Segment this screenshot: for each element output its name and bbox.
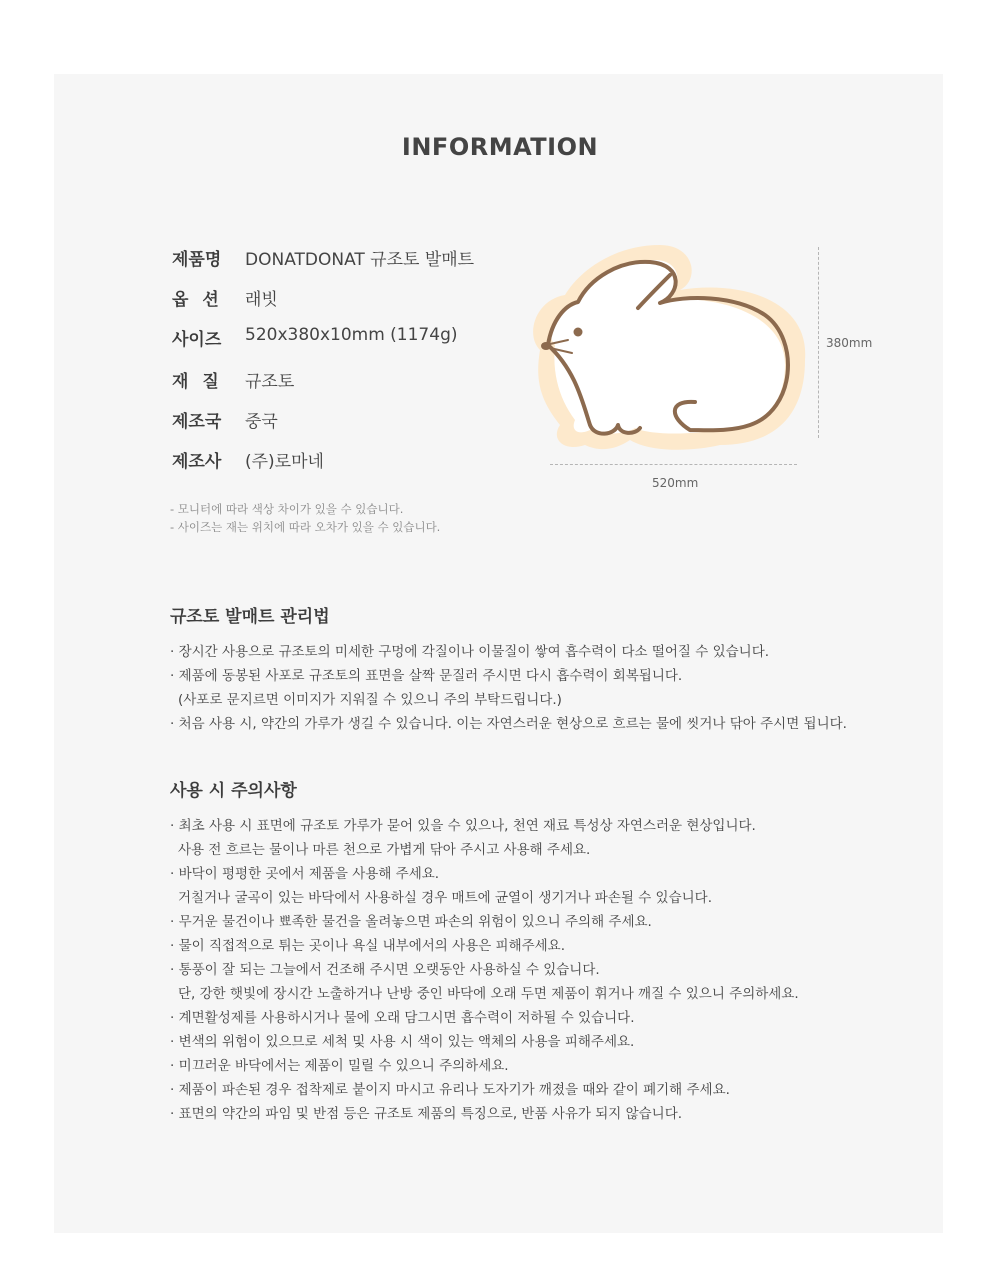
caution-line: · 물이 직접적으로 튀는 곳이나 욕실 내부에서의 사용은 피해주세요. [170, 938, 566, 954]
caution-line: · 미끄러운 바닥에서는 제품이 밀릴 수 있으니 주의하세요. [170, 1058, 509, 1074]
caution-line: 단, 강한 햇빛에 장시간 노출하거나 난방 중인 바닥에 오래 두면 제품이 휘거나 깨질 수 있으니 주의하세요. [178, 986, 799, 1002]
spec-value: (주)로마네 [245, 452, 324, 472]
spec-value: 래빗 [245, 290, 278, 310]
caution-line: · 변색의 위험이 있으므로 세척 및 사용 시 색이 있는 액체의 사용을 피해주세요. [170, 1034, 635, 1050]
width-dimension-line [550, 464, 797, 465]
care-line: · 제품에 동봉된 사포로 규조토의 표면을 살짝 문질러 주시면 다시 흡수력이 회복됩니다. [170, 668, 683, 684]
caution-line: 거칠거나 굴곡이 있는 바닥에서 사용하실 경우 매트에 균열이 생기거나 파손될 수 있습니다. [178, 890, 713, 906]
caution-line: · 바닥이 평평한 곳에서 제품을 사용해 주세요. [170, 866, 440, 882]
caution-line: · 통풍이 잘 되는 그늘에서 건조해 주시면 오랫동안 사용하실 수 있습니다. [170, 962, 600, 978]
spec-label: 옵션 [172, 290, 233, 310]
care-section-title: 규조토 발매트 관리법 [170, 607, 330, 627]
caution-line: · 최초 사용 시 표면에 규조토 가루가 묻어 있을 수 있으나, 천연 재료 특성상 자연스러운 현상입니다. [170, 818, 756, 834]
caution-line: 사용 전 흐르는 물이나 마른 천으로 가볍게 닦아 주시고 사용해 주세요. [178, 842, 591, 858]
caution-line: · 계면활성제를 사용하시거나 물에 오래 담그시면 흡수력이 저하될 수 있습니다. [170, 1010, 635, 1026]
rabbit-bath-mat-image [520, 240, 810, 455]
care-line: · 장시간 사용으로 규조토의 미세한 구멍에 각질이나 이물질이 쌓여 흡수력이 다소 떨어질 수 있습니다. [170, 644, 770, 660]
page-title: INFORMATION [401, 133, 599, 161]
caution-line: · 무거운 물건이나 뾰족한 물건을 올려놓으면 파손의 위험이 있으니 주의해 주세요. [170, 914, 652, 930]
spec-value: 520x380x10mm (1174g) [245, 325, 458, 345]
spec-label: 제품명 [172, 250, 222, 270]
spec-value: 규조토 [245, 372, 295, 392]
caution-line: · 표면의 약간의 파임 및 반점 등은 규조토 제품의 특징으로, 반품 사유가 되지 않습니다. [170, 1106, 683, 1122]
height-dimension-label: 380mm [826, 336, 873, 350]
rabbit-eye [574, 328, 583, 337]
note-size: - 사이즈는 재는 위치에 따라 오차가 있을 수 있습니다. [170, 520, 441, 534]
caution-line: · 제품이 파손된 경우 접착제로 붙이지 마시고 유리나 도자기가 깨졌을 때와 같이 폐기해 주세요. [170, 1082, 730, 1098]
caution-section-title: 사용 시 주의사항 [170, 781, 297, 801]
note-color: - 모니터에 따라 색상 차이가 있을 수 있습니다. [170, 502, 404, 516]
care-line: (사포로 문지르면 이미지가 지워질 수 있으니 주의 부탁드립니다.) [178, 692, 562, 708]
spec-label: 제조국 [172, 412, 222, 432]
care-line: · 처음 사용 시, 약간의 가루가 생길 수 있습니다. 이는 자연스러운 현상으로 흐르는 물에 씻거나 닦아 주시면 됩니다. [170, 716, 847, 732]
spec-label: 제조사 [172, 452, 222, 472]
spec-label: 재질 [172, 372, 233, 392]
spec-value: 중국 [245, 412, 278, 432]
width-dimension-label: 520mm [652, 476, 699, 490]
spec-label: 사이즈 [172, 330, 222, 350]
height-dimension-line [818, 247, 819, 438]
spec-value: DONATDONAT 규조토 발매트 [245, 250, 475, 270]
